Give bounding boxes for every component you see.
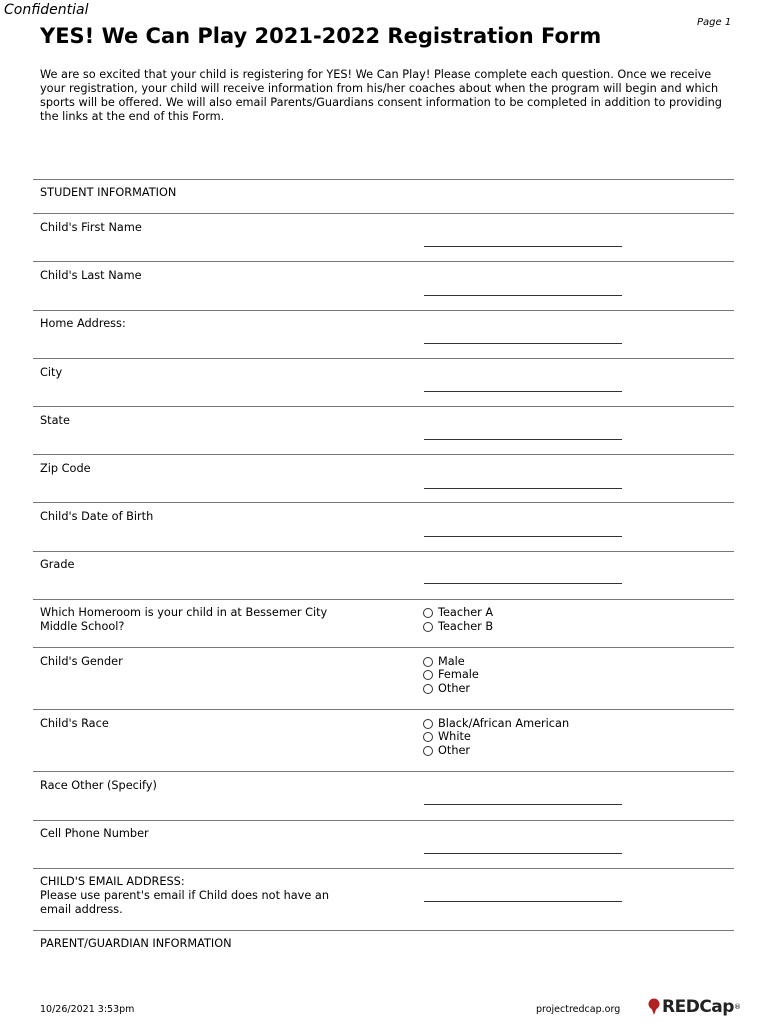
divider [33, 406, 734, 407]
option-label: Female [438, 668, 479, 681]
option-label: Other [438, 744, 471, 757]
divider [33, 502, 734, 503]
race-option[interactable] [423, 730, 471, 744]
option-label: Teacher B [438, 620, 494, 633]
divider [33, 599, 734, 600]
homeroom-label: Which Homeroom is your child in at Bessemer City Middle School? [40, 606, 328, 633]
gender-option[interactable] [423, 655, 465, 669]
radio-circle-icon[interactable] [423, 622, 433, 632]
divider [33, 868, 734, 869]
race-option[interactable] [423, 717, 569, 731]
redcap-logo-text: REDCap [662, 997, 734, 1017]
confidential-label: Confidential [4, 2, 89, 18]
radio-circle-icon[interactable] [423, 719, 433, 729]
redcap-logo [646, 997, 741, 1017]
option-label: Teacher A [438, 606, 494, 619]
divider [33, 771, 734, 772]
grade-label: Grade [40, 558, 75, 571]
state-label: State [40, 414, 70, 427]
intro-text: We are so excited that your child is registering for YES! We Can Play! Please complete each question. Once we receive your registration, your child will receive information from his/her coaches about when the program will begin and which sports will be offered. We will also email Parents/Guardians consent information to be completed in addition to providing the links at the end of this Form. [40, 68, 722, 123]
last-name-label: Child's Last Name [40, 269, 142, 282]
date-of-birth-field[interactable] [424, 536, 622, 537]
radio-circle-icon[interactable] [423, 657, 433, 667]
footer-url[interactable]: projectredcap.org [536, 1004, 621, 1015]
section-student-information: STUDENT INFORMATION [40, 186, 177, 199]
first-name-label: Child's First Name [40, 221, 142, 234]
divider [33, 261, 734, 262]
option-label: White [438, 730, 471, 743]
radio-circle-icon[interactable] [423, 684, 433, 694]
date-of-birth-label: Child's Date of Birth [40, 510, 154, 523]
divider [33, 358, 734, 359]
option-label: Other [438, 682, 471, 695]
gender-option[interactable] [423, 682, 470, 696]
city-label: City [40, 366, 63, 379]
race-other-label: Race Other (Specify) [40, 779, 157, 792]
divider [33, 930, 734, 931]
race-label: Child's Race [40, 717, 109, 730]
divider [33, 647, 734, 648]
divider [33, 454, 734, 455]
last-name-field[interactable] [424, 295, 622, 296]
zip-code-label: Zip Code [40, 462, 91, 475]
gender-label: Child's Gender [40, 655, 123, 668]
option-label: Male [438, 655, 465, 668]
form-title: YES! We Can Play 2021-2022 Registration Form [40, 24, 602, 48]
home-address-label: Home Address: [40, 317, 126, 330]
email-label [40, 875, 350, 917]
redcap-mark-icon [646, 998, 662, 1016]
registered-mark: ® [733, 1003, 741, 1011]
race-option[interactable] [423, 744, 470, 758]
divider [33, 820, 734, 821]
home-address-field[interactable] [424, 343, 622, 344]
email-label-note: Please use parent's email if Child does not have an email address. [40, 889, 329, 916]
footer-timestamp: 10/26/2021 3:53pm [40, 1004, 135, 1015]
city-field[interactable] [424, 391, 622, 392]
email-label-heading: CHILD'S EMAIL ADDRESS: [40, 875, 185, 888]
gender-option[interactable] [423, 668, 479, 682]
race-other-field[interactable] [424, 804, 622, 805]
divider [33, 551, 734, 552]
first-name-field[interactable] [424, 246, 622, 247]
divider [33, 179, 734, 180]
homeroom-option[interactable] [423, 606, 493, 620]
grade-field[interactable] [424, 583, 622, 584]
page-number: Page 1 [697, 17, 732, 28]
radio-circle-icon[interactable] [423, 732, 433, 742]
radio-circle-icon[interactable] [423, 670, 433, 680]
section-parent-guardian-information: PARENT/GUARDIAN INFORMATION [40, 937, 232, 950]
zip-code-field[interactable] [424, 488, 622, 489]
radio-circle-icon[interactable] [423, 746, 433, 756]
divider [33, 709, 734, 710]
email-field[interactable] [424, 901, 622, 902]
radio-circle-icon[interactable] [423, 608, 433, 618]
homeroom-option[interactable] [423, 620, 493, 634]
state-field[interactable] [424, 439, 622, 440]
divider [33, 310, 734, 311]
cell-phone-label: Cell Phone Number [40, 827, 149, 840]
cell-phone-field[interactable] [424, 853, 622, 854]
divider [33, 213, 734, 214]
option-label: Black/African American [438, 717, 570, 730]
